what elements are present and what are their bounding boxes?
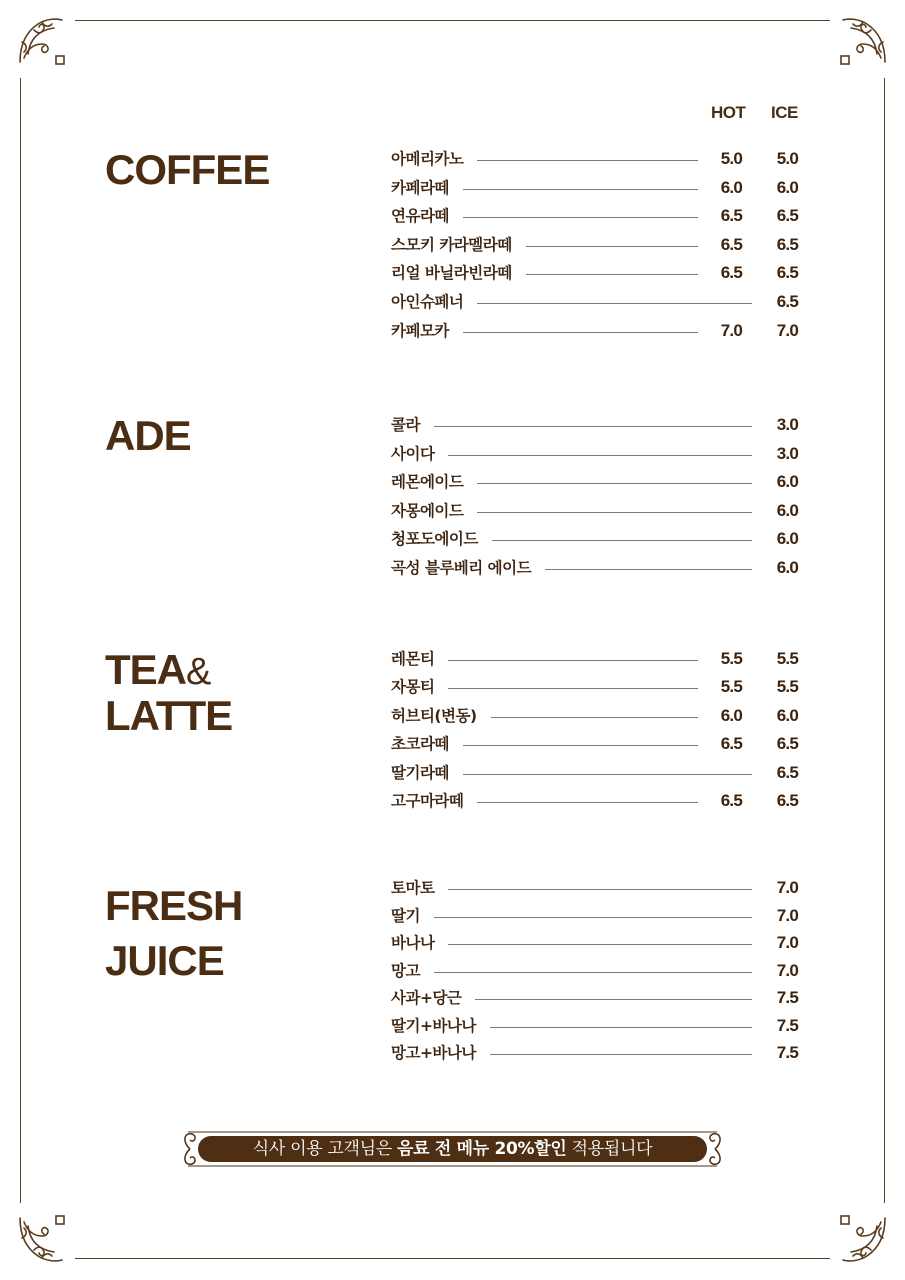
menu-item-name: 초코라떼: [391, 735, 449, 754]
leader-line: [545, 569, 752, 570]
ice-price: 7.0: [776, 960, 798, 980]
menu-item-name: 콜라: [391, 416, 420, 434]
banner-text-after: 적용됩니다: [566, 1139, 653, 1159]
frame-top-line: [75, 20, 830, 21]
menu-item-name: 딸기라떼: [391, 763, 449, 782]
ice-price: 5.0: [776, 149, 798, 168]
ampersand: &: [186, 651, 211, 693]
ice-price: 6.0: [776, 472, 798, 492]
menu-item: [391, 177, 798, 199]
leader-line: [434, 426, 752, 427]
ice-price: 6.5: [776, 234, 798, 254]
hot-price: 5.5: [720, 677, 742, 697]
menu-item-name: 레몬에이드: [391, 473, 464, 492]
hot-price: 6.0: [720, 705, 742, 725]
leader-line: [463, 745, 698, 746]
menu-item: [391, 877, 798, 899]
leader-line: [463, 217, 698, 218]
hot-price: 6.5: [720, 791, 742, 810]
ice-price: 7.5: [776, 988, 798, 1007]
menu-item-name: 사과+당근: [391, 989, 462, 1007]
menu-item: [391, 234, 798, 256]
leader-line: [490, 1054, 752, 1055]
menu-item: [391, 705, 798, 727]
leader-line: [477, 512, 752, 513]
ice-price: 6.5: [776, 206, 798, 226]
menu-item-name: 고구마라떼: [391, 792, 464, 810]
hot-price: 5.5: [720, 649, 742, 668]
ice-price: 5.5: [776, 649, 798, 668]
leader-line: [448, 455, 752, 456]
menu-item-name: 딸기: [391, 906, 420, 925]
ice-price: 7.5: [776, 1015, 798, 1035]
ice-price: 6.5: [776, 292, 798, 311]
banner-text-highlight: 음료 전 메뉴 20%할인: [397, 1139, 567, 1159]
leader-line: [463, 774, 752, 775]
menu-item: [391, 443, 798, 465]
menu-item: [391, 205, 798, 227]
ice-price: 6.0: [776, 500, 798, 520]
ice-price: 6.5: [776, 734, 798, 754]
leader-line: [475, 999, 752, 1000]
hot-price: 6.5: [720, 234, 742, 254]
ice-price: 7.0: [776, 878, 798, 897]
leader-line: [448, 889, 752, 890]
menu-item: [391, 320, 798, 342]
hot-price: 6.0: [720, 177, 742, 197]
ice-price: 6.5: [776, 263, 798, 283]
leader-line: [490, 1027, 752, 1028]
ice-price: 5.5: [776, 677, 798, 697]
section-title-ade: ADE: [105, 412, 191, 459]
menu-item-name: 곡성 블루베리 에이드: [391, 559, 532, 577]
menu-item: [391, 960, 798, 982]
leader-line: [477, 160, 698, 161]
frame-left-line: [20, 78, 21, 1203]
ice-price: 6.0: [776, 177, 798, 197]
hot-price: 6.5: [720, 263, 742, 283]
menu-item: [391, 762, 798, 784]
menu-item-name: 망고+바나나: [391, 1044, 476, 1062]
menu-item-name: 스모키 카라멜라떼: [391, 235, 512, 254]
menu-item-name: 망고: [391, 961, 420, 980]
frame-right-line: [884, 78, 885, 1203]
menu-item-name: 바나나: [391, 934, 435, 952]
menu-item-name: 레몬티: [391, 650, 435, 668]
hot-column-header: HOT: [711, 103, 746, 122]
leader-line: [448, 688, 698, 689]
menu-item: [391, 1015, 798, 1037]
menu-item-name: 토마토: [391, 879, 435, 897]
menu-item: [391, 987, 798, 1009]
banner-text-before: 식사 이용 고객님은: [252, 1139, 398, 1159]
menu-item-name: 자몽에이드: [391, 501, 464, 520]
ice-price: 7.0: [776, 933, 798, 952]
hot-price: 6.5: [720, 206, 742, 226]
ice-price: 6.5: [776, 791, 798, 810]
ice-price: 6.0: [776, 705, 798, 725]
leader-line: [448, 944, 752, 945]
ice-price: 3.0: [776, 415, 798, 434]
ice-price: 6.0: [776, 558, 798, 577]
menu-item: [391, 471, 798, 493]
leader-line: [477, 303, 752, 304]
menu-item: [391, 557, 798, 579]
corner-ornament-icon: [14, 1212, 68, 1266]
menu-item-name: 딸기+바나나: [391, 1016, 476, 1035]
ice-price: 7.0: [776, 905, 798, 925]
menu-item: [391, 500, 798, 522]
ice-price: 3.0: [776, 443, 798, 463]
section-title-coffee: COFFEE: [105, 146, 270, 193]
leader-line: [477, 802, 698, 803]
menu-item-name: 아인슈페너: [391, 293, 464, 311]
menu-item: [391, 905, 798, 927]
leader-line: [491, 717, 698, 718]
corner-ornament-icon: [837, 1212, 891, 1266]
menu-item: [391, 262, 798, 284]
menu-item-name: 허브티(변동): [391, 706, 477, 725]
ice-price: 6.5: [776, 762, 798, 782]
frame-bottom-line: [75, 1258, 830, 1259]
hot-price: 6.5: [720, 734, 742, 754]
section-title-tea-latte: [105, 648, 232, 738]
menu-item-name: 연유라떼: [391, 207, 449, 226]
banner-text: [180, 1128, 725, 1170]
ice-column-header: ICE: [771, 103, 798, 122]
menu-item-name: 카페모카: [391, 321, 449, 340]
menu-item: [391, 648, 798, 670]
menu-item-name: 자몽티: [391, 678, 435, 697]
discount-banner: [180, 1128, 725, 1170]
section-title-line: FRESH: [105, 882, 243, 929]
section-title-line: TEA: [105, 646, 186, 693]
leader-line: [434, 917, 752, 918]
leader-line: [526, 246, 698, 247]
corner-ornament-icon: [837, 14, 891, 68]
menu-item: [391, 790, 798, 812]
leader-line: [463, 189, 698, 190]
ice-price: 7.0: [776, 320, 798, 340]
leader-line: [477, 483, 752, 484]
leader-line: [463, 332, 698, 333]
menu-item: [391, 932, 798, 954]
menu-item-name: 사이다: [391, 444, 435, 463]
section-title-line: JUICE: [105, 937, 224, 984]
ice-price: 7.5: [776, 1043, 798, 1062]
menu-item-name: 아메리카노: [391, 150, 464, 168]
section-title-line: LATTE: [105, 692, 233, 739]
menu-item: [391, 414, 798, 436]
leader-line: [434, 972, 752, 973]
menu-item-name: 카페라떼: [391, 178, 449, 197]
menu-item: [391, 528, 798, 550]
menu-item: [391, 676, 798, 698]
menu-item: [391, 733, 798, 755]
menu-item-name: 청포도에이드: [391, 530, 478, 549]
menu-item: [391, 291, 798, 313]
section-title-fresh-juice: [105, 878, 242, 988]
menu-item-name: 리얼 바닐라빈라떼: [391, 264, 512, 283]
corner-ornament-icon: [14, 14, 68, 68]
leader-line: [448, 660, 698, 661]
hot-price: 7.0: [720, 320, 742, 340]
leader-line: [492, 540, 752, 541]
leader-line: [526, 274, 698, 275]
menu-item: [391, 148, 798, 170]
menu-item: [391, 1042, 798, 1064]
ice-price: 6.0: [776, 529, 798, 549]
hot-price: 5.0: [720, 149, 742, 168]
